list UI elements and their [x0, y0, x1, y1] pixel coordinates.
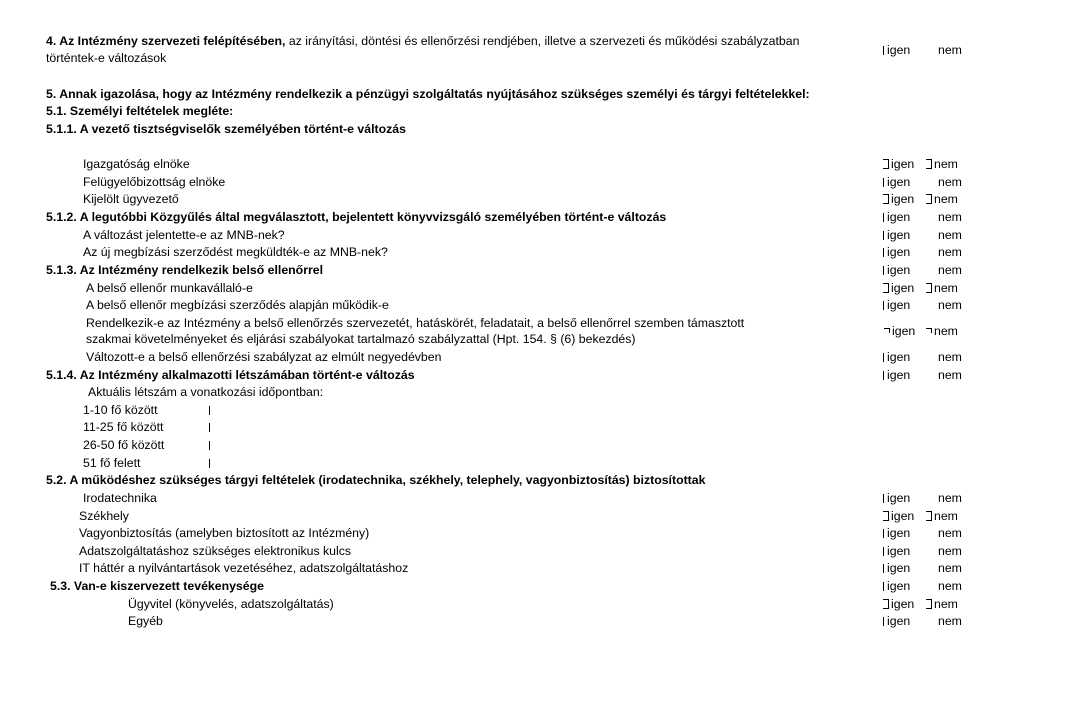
section-5-1-2-title: 5.1.2. A legutóbbi Közgyűlés által megválasztott, bejelentett könyvvizsgáló személyében történt-e változás — [46, 210, 667, 224]
munkavallalo-nem-option[interactable]: nem — [926, 281, 958, 296]
checkbox-icon — [883, 194, 889, 204]
valtozast-igen-option[interactable]: igen — [883, 228, 910, 243]
vagyonbiztositas-label: Vagyonbiztosítás (amelyben biztosított az Intézmény) — [79, 526, 370, 540]
valtozott-nem-option[interactable]: nem — [938, 350, 962, 364]
s512-nem-option[interactable]: nem — [938, 210, 962, 224]
felugyelo-label: Felügyelőbizottság elnöke — [83, 175, 226, 189]
s513-igen-option[interactable]: igen — [883, 263, 910, 278]
section-4-title-rest: az irányítási, döntési és ellenőrzési rendjében, illetve a szervezeti és működési szabályzatban — [285, 34, 800, 48]
range-26-50-label: 26-50 fő között — [83, 438, 165, 452]
munkavallalo-label: A belső ellenőr munkavállaló-e — [86, 281, 253, 295]
adatszolgaltatas-kulcs-label: Adatszolgáltatáshoz szükséges elektronikus kulcs — [79, 544, 352, 558]
checkbox-icon — [209, 459, 210, 468]
range-51-checkbox[interactable] — [209, 456, 213, 471]
section-4-title-bold: 4. Az Intézmény szervezeti felépítésében, — [46, 34, 286, 48]
range-11-25-label: 11-25 fő között — [83, 420, 164, 434]
checkbox-icon — [884, 328, 890, 333]
rendelkezik-nem-option[interactable]: nem — [926, 324, 958, 339]
checkbox-icon — [926, 511, 932, 521]
range-51-label: 51 fő felett — [83, 456, 141, 470]
checkbox-icon — [883, 301, 884, 310]
checkbox-icon — [883, 248, 884, 257]
checkbox-icon — [883, 564, 884, 573]
it-hatter-label: IT háttér a nyilvántartások vezetéséhez, adatszolgáltatáshoz — [79, 561, 409, 575]
felugyelo-nem-option[interactable]: nem — [938, 175, 962, 189]
valtozast-label: A változást jelentette-e az MNB-nek? — [83, 228, 285, 242]
valtozast-nem-option[interactable]: nem — [938, 228, 962, 242]
igazgatosag-label: Igazgatóság elnöke — [83, 157, 190, 171]
checkbox-icon — [926, 159, 932, 169]
checkbox-icon — [209, 441, 210, 450]
ugyvitel-nem-option[interactable]: nem — [926, 597, 958, 612]
kijelolt-igen-option[interactable]: igen — [883, 192, 914, 207]
uj-megbizasi-label: Az új megbízási szerződést megküldték-e az MNB-nek? — [83, 245, 388, 259]
rendelkezik-label-line1: Rendelkezik-e az Intézmény a belső ellenőrzés szervezetét, hatáskörét, feladatait, a belső ellenőrrel szemben támasztott — [86, 316, 745, 330]
checkbox-icon — [209, 423, 210, 432]
range-11-25-checkbox[interactable] — [209, 420, 213, 435]
it-hatter-nem-option[interactable]: nem — [938, 561, 962, 575]
checkbox-icon — [926, 599, 932, 609]
section-4-igen-option[interactable]: igen — [883, 43, 910, 58]
checkbox-icon — [883, 547, 884, 556]
checkbox-icon — [883, 511, 889, 521]
rendelkezik-label-line2: szakmai követelményeket és eljárási szabályokat tartalmazó szabályzattal (Hpt. 154. § (6) bekezdés) — [86, 332, 636, 346]
checkbox-icon — [883, 353, 884, 362]
szekhely-nem-option[interactable]: nem — [926, 509, 958, 524]
range-26-50-checkbox[interactable] — [209, 438, 213, 453]
checkbox-icon — [883, 159, 889, 169]
egyeb-igen-option[interactable]: igen — [883, 614, 910, 629]
section-5-3-title: 5.3. Van-e kiszervezett tevékenysége — [50, 579, 264, 593]
checkbox-icon — [883, 617, 884, 626]
adatszolgaltatas-kulcs-nem-option[interactable]: nem — [938, 544, 962, 558]
it-hatter-igen-option[interactable]: igen — [883, 561, 910, 576]
section-4-heading — [46, 34, 799, 49]
checkbox-icon — [883, 231, 884, 240]
section-5-1-3-title: 5.1.3. Az Intézmény rendelkezik belső ellenőrrel — [46, 263, 324, 277]
igazgatosag-igen-option[interactable]: igen — [883, 157, 914, 172]
s53-igen-option[interactable]: igen — [883, 579, 910, 594]
checkbox-icon — [209, 406, 210, 415]
kijelolt-label: Kijelölt ügyvezető — [83, 192, 179, 206]
checkbox-icon — [926, 194, 932, 204]
section-5-1-1-title: 5.1.1. A vezető tisztségviselők személyében történt-e változás — [46, 122, 406, 136]
section-5-2-title: 5.2. A működéshez szükséges tárgyi feltételek (irodatechnika, székhely, telephely, vagyonbiztosítás) biztosítottak — [46, 473, 706, 487]
s513-nem-option[interactable]: nem — [938, 263, 962, 277]
vagyonbiztositas-igen-option[interactable]: igen — [883, 526, 910, 541]
section-4-nem-option[interactable]: nem — [938, 43, 962, 57]
rendelkezik-igen-option[interactable]: igen — [884, 324, 915, 339]
s514-igen-option[interactable]: igen — [883, 368, 910, 383]
checkbox-icon — [883, 46, 884, 55]
range-1-10-checkbox[interactable] — [209, 403, 213, 418]
checkbox-icon — [883, 494, 884, 503]
megbizasi-igen-option[interactable]: igen — [883, 298, 910, 313]
irodatechnika-label: Irodatechnika — [83, 491, 157, 505]
checkbox-icon — [883, 213, 884, 222]
checkbox-icon — [883, 283, 889, 293]
checkbox-icon — [883, 529, 884, 538]
felugyelo-igen-option[interactable]: igen — [883, 175, 910, 190]
s512-igen-option[interactable]: igen — [883, 210, 910, 225]
aktualis-label: Aktuális létszám a vonatkozási időpontban: — [88, 385, 324, 399]
section-5-1-title: 5.1. Személyi feltételek megléte: — [46, 104, 234, 118]
section-5-1-4-title: 5.1.4. Az Intézmény alkalmazotti létszámában történt-e változás — [46, 368, 415, 382]
megbizasi-label: A belső ellenőr megbízási szerződés alapján működik-e — [86, 298, 389, 312]
uj-megbizasi-nem-option[interactable]: nem — [938, 245, 962, 259]
checkbox-icon — [883, 266, 884, 275]
section-5-title: 5. Annak igazolása, hogy az Intézmény rendelkezik a pénzügyi szolgáltatás nyújtásához szükséges személyi és tárgyi feltételekkel: — [46, 87, 810, 101]
checkbox-icon — [883, 178, 884, 187]
irodatechnika-nem-option[interactable]: nem — [938, 491, 962, 505]
s514-nem-option[interactable]: nem — [938, 368, 962, 382]
section-4-title-line2: történtek-e változások — [46, 51, 167, 65]
igazgatosag-nem-option[interactable]: nem — [926, 157, 958, 172]
checkbox-icon — [883, 599, 889, 609]
szekhely-label: Székhely — [79, 509, 129, 523]
adatszolgaltatas-kulcs-igen-option[interactable]: igen — [883, 544, 910, 559]
vagyonbiztositas-nem-option[interactable]: nem — [938, 526, 962, 540]
megbizasi-nem-option[interactable]: nem — [938, 298, 962, 312]
kijelolt-nem-option[interactable]: nem — [926, 192, 958, 207]
egyeb-label: Egyéb — [128, 614, 163, 628]
checkbox-icon — [883, 582, 884, 591]
valtozott-label: Változott-e a belső ellenőrzési szabályzat az elmúlt negyedévben — [86, 350, 442, 364]
munkavallalo-igen-option[interactable]: igen — [883, 281, 914, 296]
checkbox-icon — [883, 371, 884, 380]
range-1-10-label: 1-10 fő között — [83, 403, 158, 417]
egyeb-nem-option[interactable]: nem — [938, 614, 962, 628]
checkbox-icon — [926, 283, 932, 293]
ugyvitel-label: Ügyvitel (könyvelés, adatszolgáltatás) — [128, 597, 334, 611]
ugyvitel-igen-option[interactable]: igen — [883, 597, 914, 612]
checkbox-icon — [926, 328, 932, 333]
szekhely-igen-option[interactable]: igen — [883, 509, 914, 524]
s53-nem-option[interactable]: nem — [938, 579, 962, 593]
irodatechnika-igen-option[interactable]: igen — [883, 491, 910, 506]
uj-megbizasi-igen-option[interactable]: igen — [883, 245, 910, 260]
valtozott-igen-option[interactable]: igen — [883, 350, 910, 365]
